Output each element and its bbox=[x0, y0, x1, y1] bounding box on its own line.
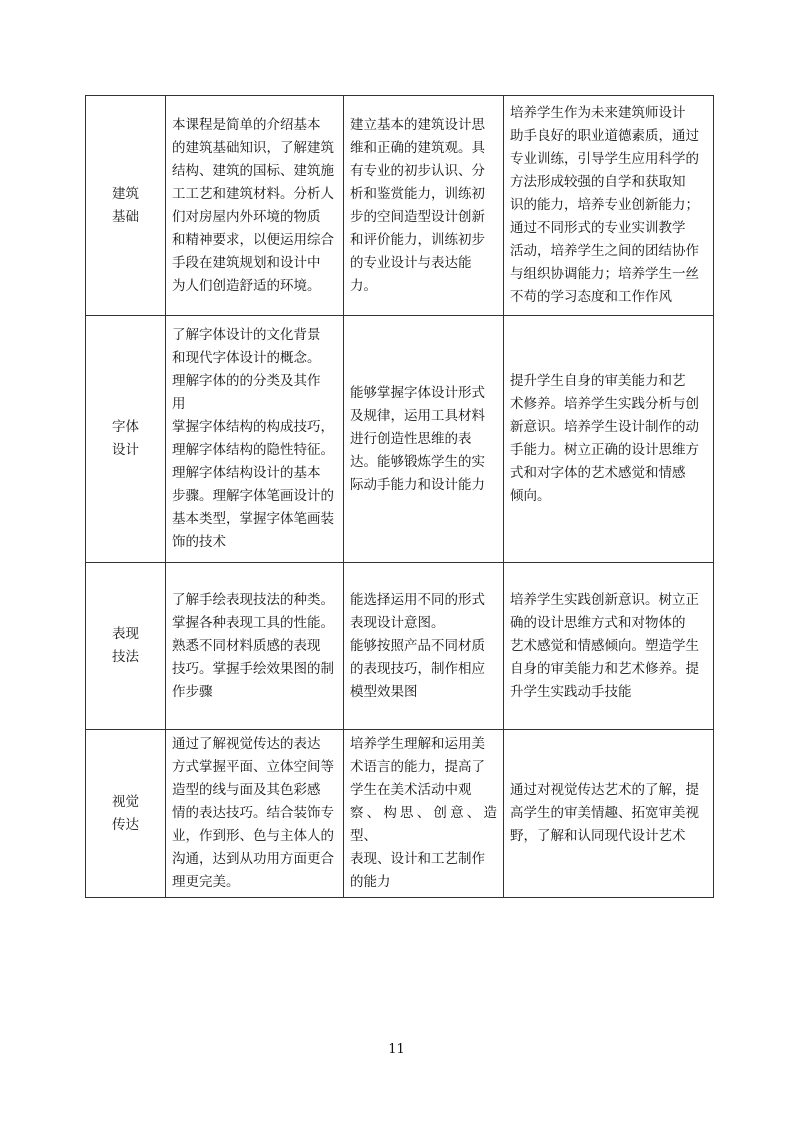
table-row bbox=[86, 316, 714, 563]
course-content-text: 了解手绘表现技法的种类。 掌握各种表现工具的性能。 熟悉不同材料质感的表现 技巧。掌握手绘效果图的制 作步骤 bbox=[172, 591, 334, 700]
quality-goal-text: 培养学生实践创新意识。树立正 确的设计思维方式和对物体的 艺术感觉和情感倾向。塑造学生 自身的审美能力和艺术修养。提 升学生实践动手技能 bbox=[510, 591, 699, 700]
quality-goal-cell bbox=[504, 316, 714, 563]
ability-goal-text: 能够掌握字体设计形式 及规律，运用工具材料 进行创造性思维的表 达。能够锻炼学生的实 际动手能力和设计能力 bbox=[350, 384, 485, 493]
course-content-cell bbox=[166, 563, 344, 730]
course-name-cell bbox=[86, 563, 166, 730]
course-content-cell bbox=[166, 96, 344, 316]
course-content-text: 了解字体设计的文化背景 和现代字体设计的概念。 理解字体的的分类及其作 用 掌握字体结构的构成技巧， 理解字体结构的隐性特征。 理解字体结构设计的基本 步骤。理解字体笔画设计的 基本类型，掌握字体笔画装 饰的技术 bbox=[172, 327, 334, 550]
course-name-line: 基础 bbox=[112, 208, 139, 225]
course-name-line: 视觉 bbox=[112, 793, 139, 810]
course-name-line: 字体 bbox=[112, 419, 139, 435]
course-name-line: 设计 bbox=[112, 442, 139, 458]
course-name-line: 技法 bbox=[112, 649, 139, 665]
course-table bbox=[85, 95, 714, 898]
ability-goal-text: 培养学生理解和运用美 术语言的能力，提高了 学生在美术活动中观 察、构思、创意、造型、 表现、设计和工艺制作 的能力 bbox=[350, 736, 497, 890]
quality-goal-cell bbox=[504, 563, 714, 730]
course-name-cell bbox=[86, 730, 166, 898]
course-content-text: 通过了解视觉传达的表达 方式掌握平面、立体空间等 造型的线与面及其色彩感 情的表达技巧。结合装饰专 业，作到形、色与主体人的 沟通，达到从功用方面更合 理更完美。 bbox=[172, 736, 334, 890]
ability-goal-cell bbox=[344, 563, 504, 730]
quality-goal-cell bbox=[504, 730, 714, 898]
course-name-line: 表现 bbox=[112, 626, 139, 642]
ability-goal-text: 能选择运用不同的形式 表现设计意图。 能够按照产品不同材质 的表现技巧，制作相应 模型效果图 bbox=[350, 591, 485, 700]
quality-goal-text: 培养学生作为未来建筑师设计 助手良好的职业道德素质，通过 专业训练，引导学生应用科学的 方法形成较强的自学和获取知 识的能力，培养专业创新能力； 通过不同形式的专业实训教学 活动，培养学生之间的团结协作 与组织协调能力；培养学生一丝 不苟的学习态度和工作作风 bbox=[510, 105, 699, 305]
course-name-cell bbox=[86, 96, 166, 316]
page-number: 11 bbox=[388, 1042, 405, 1057]
ability-goal-cell bbox=[344, 730, 504, 898]
quality-goal-text: 通过对视觉传达艺术的了解，提 高学生的审美情趣、拓宽审美视 野，了解和认同现代设计艺术 bbox=[510, 782, 699, 844]
course-content-cell bbox=[166, 316, 344, 563]
course-content-text: 本课程是简单的介绍基本 的建筑基础知识，了解建筑 结构、建筑的国标、建筑施 工工艺和建筑材料。分析人 们对房屋内外环境的物质 和精神要求，以便运用综合 手段在建筑规划和设计中 为人们创造舒适的环境。 bbox=[172, 116, 334, 294]
course-name-line: 建筑 bbox=[112, 185, 139, 202]
course-name-line: 传达 bbox=[112, 816, 139, 833]
course-name-cell bbox=[86, 316, 166, 563]
quality-goal-cell bbox=[504, 96, 714, 316]
table-row bbox=[86, 730, 714, 898]
quality-goal-text: 提升学生自身的审美能力和艺 术修养。培养学生实践分析与创 新意识。培养学生设计制作的动 手能力。树立正确的设计思维方 式和对字体的艺术感觉和情感 倾向。 bbox=[510, 373, 699, 504]
ability-goal-cell bbox=[344, 96, 504, 316]
ability-goal-cell bbox=[344, 316, 504, 563]
table-row bbox=[86, 96, 714, 316]
ability-goal-text: 建立基本的建筑设计思 维和正确的建筑观。具 有专业的初步认识、分 析和鉴赏能力，训练初 步的空间造型设计创新 和评价能力，训练初步 的专业设计与表达能 力。 bbox=[350, 116, 485, 294]
table-row bbox=[86, 563, 714, 730]
course-content-cell bbox=[166, 730, 344, 898]
